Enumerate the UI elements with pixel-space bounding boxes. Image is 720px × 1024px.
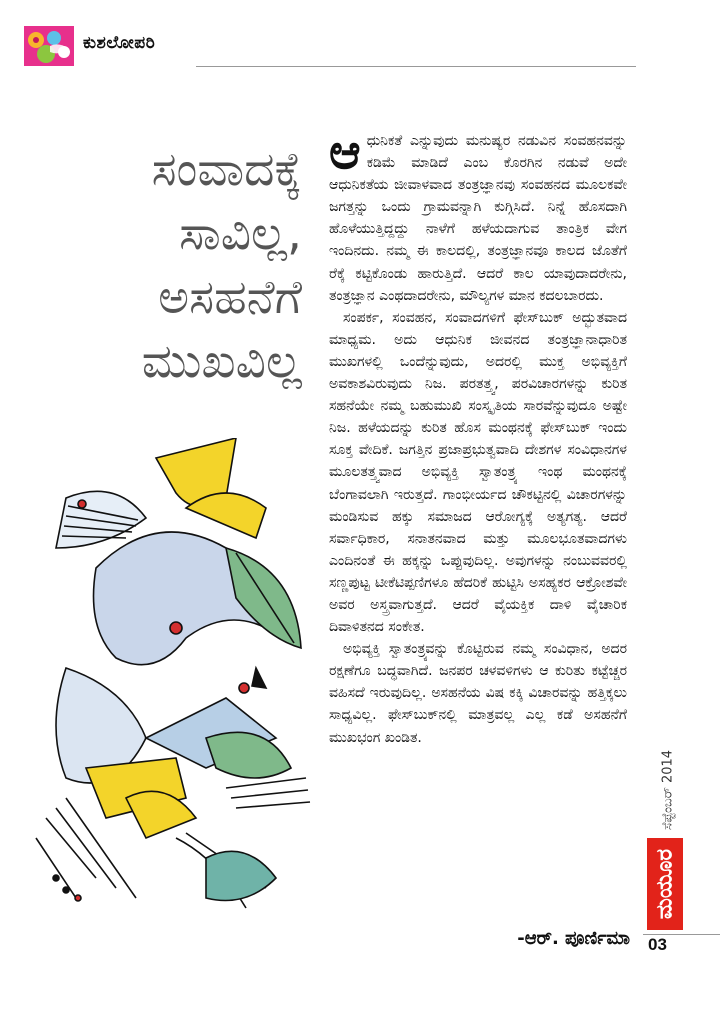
drop-cap: ಆ <box>329 124 361 180</box>
page-number: 03 <box>648 935 667 954</box>
abstract-illustration <box>26 438 316 918</box>
article-paragraph <box>329 124 627 307</box>
magazine-logo <box>647 838 683 930</box>
paragraph-text: ಧುನಿಕತೆ ಎನ್ನುವುದು ಮನುಷ್ಯರ ನಡುವಿನ ಸಂವಹನವನ್ನು ಕಡಿಮೆ ಮಾಡಿದೆ ಎಂಬ ಕೊರಗಿನ ನಡುವೆ ಅದೇ ಆಧುನಿಕತೆಯ ಜೀವಾಳವಾದ ತಂತ್ರಜ್ಞಾನವು ಸಂವಹನದ ಮೂಲಕವೇ ಜಗತ್ತನ್ನು ಒಂದು ಗ್ರಾಮವನ್ನಾಗಿ ಕುಗ್ಗಿಸಿದೆ. ನಿನ್ನೆ ಹೊಸದಾಗಿ ಹೊಳೆಯುತ್ತಿದ್ದದ್ದು ನಾಳೆಗೆ ಹಳೆಯದಾಗುವ ತಾಂತ್ರಿಕ ವೇಗ ಇಂದಿನದು. ನಮ್ಮ ಈ ಕಾಲದಲ್ಲಿ, ತಂತ್ರಜ್ಞಾನವೂ ಕಾಲದ ಜೊತೆಗೆ ರೆಕ್ಕೆ ಕಟ್ಟಿಕೊಂಡು ಹಾರುತ್ತಿದೆ. ಆದರೆ ಕಾಲ ಯಾವುದಾದರೇನು, ತಂತ್ರಜ್ಞಾನ ಎಂಥದಾದರೇನು, ಮೌಲ್ಯಗಳ ಮಾನ ಕದಲಬಾರದು. <box>329 133 627 304</box>
article-body <box>329 124 627 749</box>
article-paragraph: ಸಂಪರ್ಕ, ಸಂವಹನ, ಸಂವಾದಗಳಿಗೆ ಫೇಸ್‌ಬುಕ್ ಅದ್ಭುತವಾದ ಮಾಧ್ಯಮ. ಅದು ಆಧುನಿಕ ಜೀವನದ ತಂತ್ರಜ್ಞಾನಾಧಾರಿತ ಮುಖಗಳಲ್ಲಿ ಒಂದೆನ್ನುವುದು, ಅದರಲ್ಲಿ ಮುಕ್ತ ಅಭಿವ್ಯಕ್ತಿಗೆ ಅವಕಾಶವಿರುವುದು ನಿಜ. ಪರತತ್ತ್ವ, ಪರವಿಚಾರಗಳನ್ನು ಕುರಿತ ಸಹನೆಯೇ ನಮ್ಮ ಬಹುಮುಖಿ ಸಂಸ್ಕೃತಿಯ ಸಾರವೆನ್ನುವುದೂ ಅಷ್ಟೇ ನಿಜ. ಹಳೆಯದನ್ನು ಕುರಿತ ಹೊಸ ಮಂಥನಕ್ಕೆ ಫೇಸ್‌ಬುಕ್ ಇಂದು ಸೂಕ್ತ ವೇದಿಕೆ. ಜಗತ್ತಿನ ಪ್ರಜಾಪ್ರಭುತ್ವವಾದಿ ದೇಶಗಳ ಸಂವಿಧಾನಗಳ ಮೂಲತತ್ತ್ವವಾದ ಅಭಿವ್ಯಕ್ತಿ ಸ್ವಾತಂತ್ರ್ಯ ಇಂಥ ಮಂಥನಕ್ಕೆ ಬೆಂಗಾವಲಾಗಿ ಇರುತ್ತದೆ. ಗಾಂಭೀರ್ಯದ ಚೌಕಟ್ಟಿನಲ್ಲಿ ವಿಚಾರಗಳನ್ನು ಮಂಡಿಸುವ ಹಕ್ಕು ಸಮಾಜದ ಆರೋಗ್ಯಕ್ಕೆ ಅತ್ಯಗತ್ಯ. ಆದರೆ ಸರ್ವಾಧಿಕಾರ, ಸನಾತನವಾದ ಮತ್ತು ಮೂಲಭೂತವಾದಗಳು ಎಂದಿನಂತೆ ಈ ಹಕ್ಕನ್ನು ಒಪ್ಪುವುದಿಲ್ಲ. ಅವುಗಳನ್ನು ನಂಬುವವರಲ್ಲಿ ಸಣ್ಣಪುಟ್ಟ ಟೀಕೆಟಿಪ್ಪಣಿಗಳೂ ಹೆದರಿಕೆ ಹುಟ್ಟಿಸಿ ಅಸಹ್ಯಕರ ಆಕ್ರೋಶವೇ ಅವರ ಅಸ್ತ್ರವಾಗುತ್ತದೆ. ಆದರೆ ವೈಯಕ್ತಿಕ ದಾಳಿ ವೈಚಾರಿಕ ದಿವಾಳಿತನದ ಸಂಕೇತ. <box>329 309 627 636</box>
section-logo-icon <box>24 26 74 66</box>
issue-date: ಸೆಪ್ಟೆಂಬರ್ 2014 <box>660 749 676 831</box>
article-title <box>70 138 302 394</box>
header-divider <box>196 66 636 67</box>
section-label: ಕುಶಲೋಪರಿ <box>83 33 156 53</box>
magazine-name: ಮಯೂರ <box>652 848 678 920</box>
title-line: ಸಂವಾದಕ್ಕೆ <box>151 142 302 197</box>
title-line: ಮುಖವಿಲ್ಲ <box>141 334 302 389</box>
author-byline: -ಆರ್. ಪೂರ್ಣಿಮಾ <box>517 928 630 949</box>
article-paragraph: ಅಭಿವ್ಯಕ್ತಿ ಸ್ವಾತಂತ್ರ್ಯವನ್ನು ಕೊಟ್ಟಿರುವ ನಮ್ಮ ಸಂವಿಧಾನ, ಅದರ ರಕ್ಷಣೆಗೂ ಬದ್ಧವಾಗಿದೆ. ಜನಪರ ಚಳವಳಿಗಳು ಆ ಕುರಿತು ಕಟ್ಟೆಚ್ಚರ ವಹಿಸದೆ ಇರುವುದಿಲ್ಲ. ಅಸಹನೆಯ ವಿಷ ಕಕ್ಕಿ ವಿಚಾರವನ್ನು ಹತ್ತಿಕ್ಕಲು ಸಾಧ್ಯವಿಲ್ಲ. ಫೇಸ್‌ಬುಕ್‌ನಲ್ಲಿ ಮಾತ್ರವಲ್ಲ ಎಲ್ಲ ಕಡೆ ಅಸಹನೆಗೆ ಮುಖಭಂಗ ಖಂಡಿತ. <box>329 641 627 746</box>
title-line: ಅಸಹನೆಗೆ <box>158 270 302 325</box>
title-line: ಸಾವಿಲ್ಲ, <box>179 206 302 261</box>
